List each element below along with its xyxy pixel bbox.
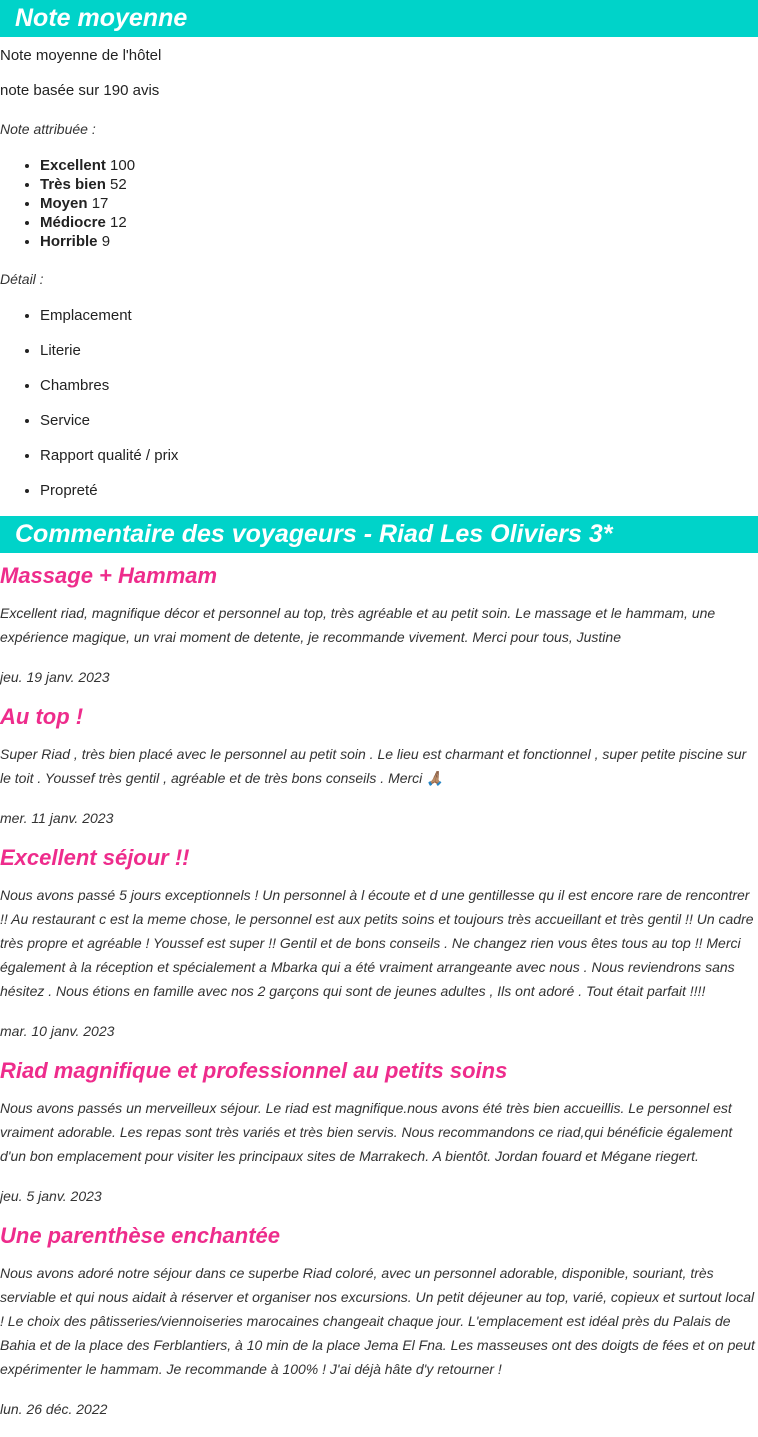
rating-count: 17 <box>91 195 109 212</box>
review-item <box>0 843 758 1041</box>
rating-count: 9 <box>101 233 111 250</box>
rating-count: 100 <box>110 157 136 174</box>
reviews-section-title: Commentaire des voyageurs - Riad Les Oliviers 3* <box>0 516 758 553</box>
rating-count: 52 <box>110 176 127 193</box>
rating-section-title: Note moyenne <box>0 0 758 37</box>
review-body: Excellent riad, magnifique décor et personnel au top, très agréable et au petit soin. Le massage et le hammam, une expérience magique, un vrai moment de detente, je recommande vivement. Merci pour tous, Justine <box>0 605 716 645</box>
rating-item-tres-bien <box>40 175 758 194</box>
rating-label: Horrible <box>40 233 98 250</box>
hotel-rating-label: Note moyenne de l'hôtel <box>0 47 162 64</box>
review-title: Au top ! <box>0 704 84 729</box>
review-count-text: note basée sur 190 avis <box>0 82 160 99</box>
review-body: Super Riad , très bien placé avec le personnel au petit soin . Le lieu est charmant et fonctionnel , super petite piscine sur le toit . Youssef très gentil , agréable et de très bons conseils . Merci 🙏🏽 <box>0 746 747 786</box>
review-body: Nous avons adoré notre séjour dans ce superbe Riad coloré, avec un personnel adorable, disponible, souriant, très serviable et qui nous aidait à réserver et organiser nos excursions. Un petit déjeuner au top, varié, copieux et surtout local ! Le choix des pâtisseries/viennoiseries marocaines changeait chaque jour. L'emplacement est idéal près du Palais de Bahia et de la place des Ferblantiers, à 10 min de la place Jema El Fna. Les masseuses ont des doigts de fées et on peut expérimenter le hammam. Je recommande à 100% ! J'ai déjà hâte d'y retourner ! <box>0 1265 755 1377</box>
rating-item-mediocre <box>40 213 758 232</box>
review-title: Excellent séjour !! <box>0 845 190 870</box>
detail-item-rapport-qualite-prix: • Rapport qualité / prix <box>40 446 758 466</box>
review-item <box>0 1221 758 1419</box>
detail-item-service: • Service <box>40 411 758 431</box>
rating-detail-list <box>0 306 758 501</box>
rating-item-moyen <box>40 194 758 213</box>
rating-section <box>0 0 758 501</box>
rating-detail-label: Détail : <box>0 271 44 287</box>
review-title: Riad magnifique et professionnel au petits soins <box>0 1058 508 1083</box>
review-date: mer. 11 janv. 2023 <box>0 810 114 826</box>
rating-label: Très bien <box>40 176 106 193</box>
detail-item-chambres: • Chambres <box>40 376 758 396</box>
review-title: Une parenthèse enchantée <box>0 1223 280 1248</box>
review-title: Massage + Hammam <box>0 563 218 588</box>
review-body: Nous avons passés un merveilleux séjour. Le riad est magnifique.nous avons été très bien accueillis. Le personnel est vraiment adorable. Les repas sont très variés et très bien servis. Nous recommandons ce riad,qui bénéficie également d'un bon emplacement pour visiter les principaux sites de Marrakech. A bientôt. Jordan fouard et Mégane riegert. <box>0 1100 733 1164</box>
rating-attributed-label: Note attribuée : <box>0 121 96 137</box>
detail-item-emplacement: • Emplacement <box>40 306 758 326</box>
review-date: mar. 10 janv. 2023 <box>0 1023 115 1039</box>
rating-label: Médiocre <box>40 214 106 231</box>
review-body: Nous avons passé 5 jours exceptionnels ! Un personnel à l écoute et d une gentillesse qu il est encore rare de rencontrer !! Au restaurant c est la meme chose, le personnel est aux petits soins et toujours très accueillant et très gentil !! Un cadre très propre et agréable ! Youssef est super !! Gentil et de bons conseils . Ne changez rien vous êtes tous au top !! Merci également à la réception et spécialement a Mbarka qui a été vraiment arrangeante avec nous . Nous reviendrons sans hésitez . Nous étions en famille avec nos 2 garçons qui sont de jeunes adultes , Ils ont adoré . Tout était parfait !!!! <box>0 887 754 999</box>
rating-count: 12 <box>110 214 127 231</box>
review-item <box>0 702 758 828</box>
rating-item-horrible <box>40 232 758 251</box>
rating-breakdown-list <box>0 156 758 251</box>
detail-item-proprete: • Propreté <box>40 481 758 501</box>
review-item <box>0 1056 758 1206</box>
review-item <box>0 561 758 687</box>
review-date: jeu. 19 janv. 2023 <box>0 669 110 685</box>
rating-item-excellent <box>40 156 758 175</box>
detail-item-literie: • Literie <box>40 341 758 361</box>
review-date: jeu. 5 janv. 2023 <box>0 1188 102 1204</box>
rating-label: Excellent <box>40 157 106 174</box>
rating-label: Moyen <box>40 195 88 212</box>
reviews-section <box>0 516 758 1419</box>
review-date: lun. 26 déc. 2022 <box>0 1401 108 1417</box>
